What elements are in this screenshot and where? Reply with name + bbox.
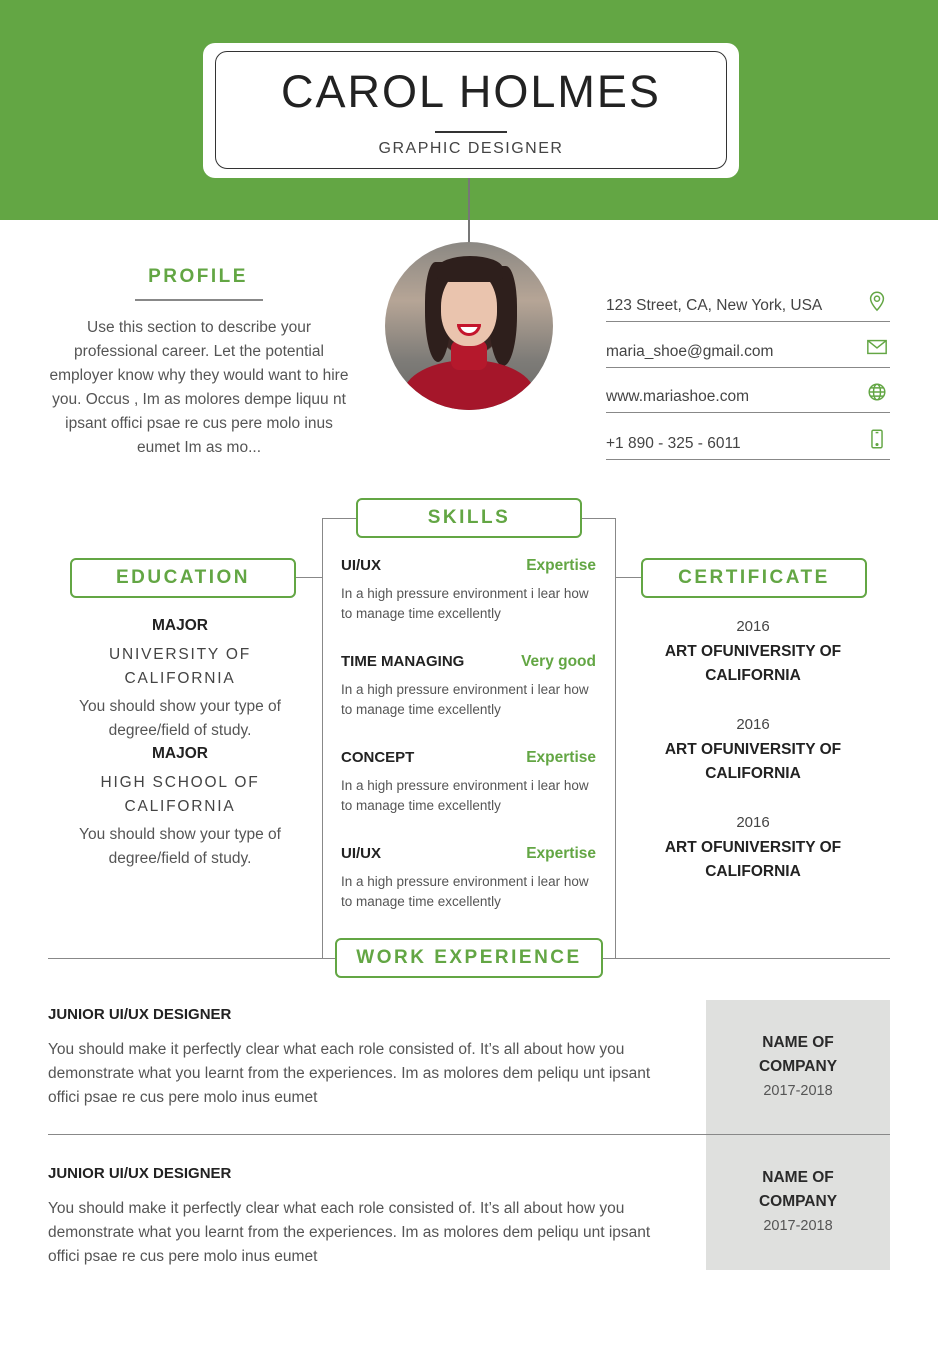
education-heading: EDUCATION: [70, 558, 296, 598]
education-major: MAJOR: [152, 617, 208, 634]
education-item: [75, 745, 285, 871]
contact-email[interactable]: [606, 338, 890, 368]
envelope-icon: [866, 336, 888, 358]
profile-text: Use this section to describe your professional career. Let the potential employer know why they would want to hire you. Occus , Im as molores dempe liquu nt ipsant offici psae re cus pere molo inus eumet Im as mo...: [49, 319, 349, 456]
certificate-item: [643, 716, 863, 786]
education-connector: [296, 577, 323, 578]
job-title: GRAPHIC DESIGNER: [378, 140, 564, 157]
skill-description: In a high pressure environment i lear how to manage time excellently: [341, 874, 589, 909]
skill-level: Very good: [521, 653, 596, 670]
skill-level: Expertise: [526, 749, 596, 766]
certificate-year: 2016: [736, 814, 770, 831]
certificate-connector: [616, 577, 642, 578]
education-school: HIGH SCHOOL OF CALIFORNIA: [100, 774, 260, 815]
candidate-name: CAROL HOLMES: [281, 66, 661, 117]
company-years: 2017-2018: [763, 1083, 833, 1099]
contact-website[interactable]: [606, 383, 890, 413]
certificate-name: ART OFUNIVERSITY OF CALIFORNIA: [664, 839, 842, 880]
job-item-description: You should make it perfectly clear what each role consisted of. It’s all about how you demonstrate what you learnt from the experiences. Im as molores dem peliqu unt ipsant offici psae re cus pere molo inus eumet: [48, 1041, 651, 1106]
certificate-year: 2016: [736, 618, 770, 635]
work-experience-heading: WORK EXPERIENCE: [335, 938, 603, 978]
name-card: [203, 43, 739, 178]
company-years: 2017-2018: [763, 1218, 833, 1234]
skill-item: [341, 845, 596, 912]
skill-level: Expertise: [526, 557, 596, 574]
education-item: [55, 617, 305, 743]
profile-heading: PROFILE: [148, 266, 248, 287]
job-item-title: JUNIOR UI/UX DESIGNER: [48, 1165, 232, 1182]
skill-description: In a high pressure environment i lear how to manage time excellently: [341, 682, 589, 717]
education-major: MAJOR: [152, 745, 208, 762]
skill-name: UI/UX: [341, 845, 382, 862]
contact-phone-text: +1 890 - 325 - 6011: [606, 435, 741, 452]
name-card-frame: [215, 51, 727, 169]
skill-level: Expertise: [526, 845, 596, 862]
contact-email-text[interactable]: maria_shoe@gmail.com: [606, 343, 774, 360]
contact-address: [606, 292, 890, 322]
skill-description: In a high pressure environment i lear how to manage time excellently: [341, 778, 589, 813]
company-name: NAME OF COMPANY: [758, 1034, 838, 1075]
job-item: [48, 1165, 673, 1269]
skills-heading: SKILLS: [356, 498, 582, 538]
contact-phone: [606, 430, 890, 460]
header-connector-line: [468, 178, 470, 243]
job-item-title: JUNIOR UI/UX DESIGNER: [48, 1006, 232, 1023]
certificate-heading: CERTIFICATE: [641, 558, 867, 598]
contact-address-text: 123 Street, CA, New York, USA: [606, 297, 823, 314]
contact-website-text[interactable]: www.mariashoe.com: [606, 388, 749, 405]
skill-description: In a high pressure environment i lear how to manage time excellently: [341, 586, 589, 621]
skill-item: [341, 749, 596, 816]
education-school: UNIVERSITY OF CALIFORNIA: [109, 646, 251, 687]
certificate-name: ART OFUNIVERSITY OF CALIFORNIA: [664, 643, 842, 684]
skill-name: CONCEPT: [341, 749, 415, 766]
map-pin-icon: [866, 290, 888, 312]
profile-photo: [385, 242, 553, 410]
certificate-year: 2016: [736, 716, 770, 733]
skill-item: [341, 653, 596, 720]
company-name: NAME OF COMPANY: [758, 1169, 838, 1210]
skill-item: [341, 557, 596, 624]
skill-name: UI/UX: [341, 557, 382, 574]
mobile-phone-icon: [866, 428, 888, 450]
certificate-item: [643, 814, 863, 884]
education-description: You should show your type of degree/field of study.: [79, 698, 281, 739]
education-description: You should show your type of degree/field of study.: [79, 826, 281, 867]
name-divider: [435, 131, 507, 133]
profile-divider: [135, 299, 263, 301]
certificate-item: [643, 618, 863, 688]
certificate-name: ART OFUNIVERSITY OF CALIFORNIA: [664, 741, 842, 782]
company-box: [706, 1000, 890, 1135]
company-box: [706, 1135, 890, 1270]
job-item-description: You should make it perfectly clear what each role consisted of. It’s all about how you demonstrate what you learnt from the experiences. Im as molores dem peliqu unt ipsant offici psae re cus pere molo inus eumet: [48, 1200, 651, 1265]
job-item: [48, 1006, 673, 1110]
skill-name: TIME MANAGING: [341, 653, 465, 670]
globe-icon: [866, 381, 888, 403]
